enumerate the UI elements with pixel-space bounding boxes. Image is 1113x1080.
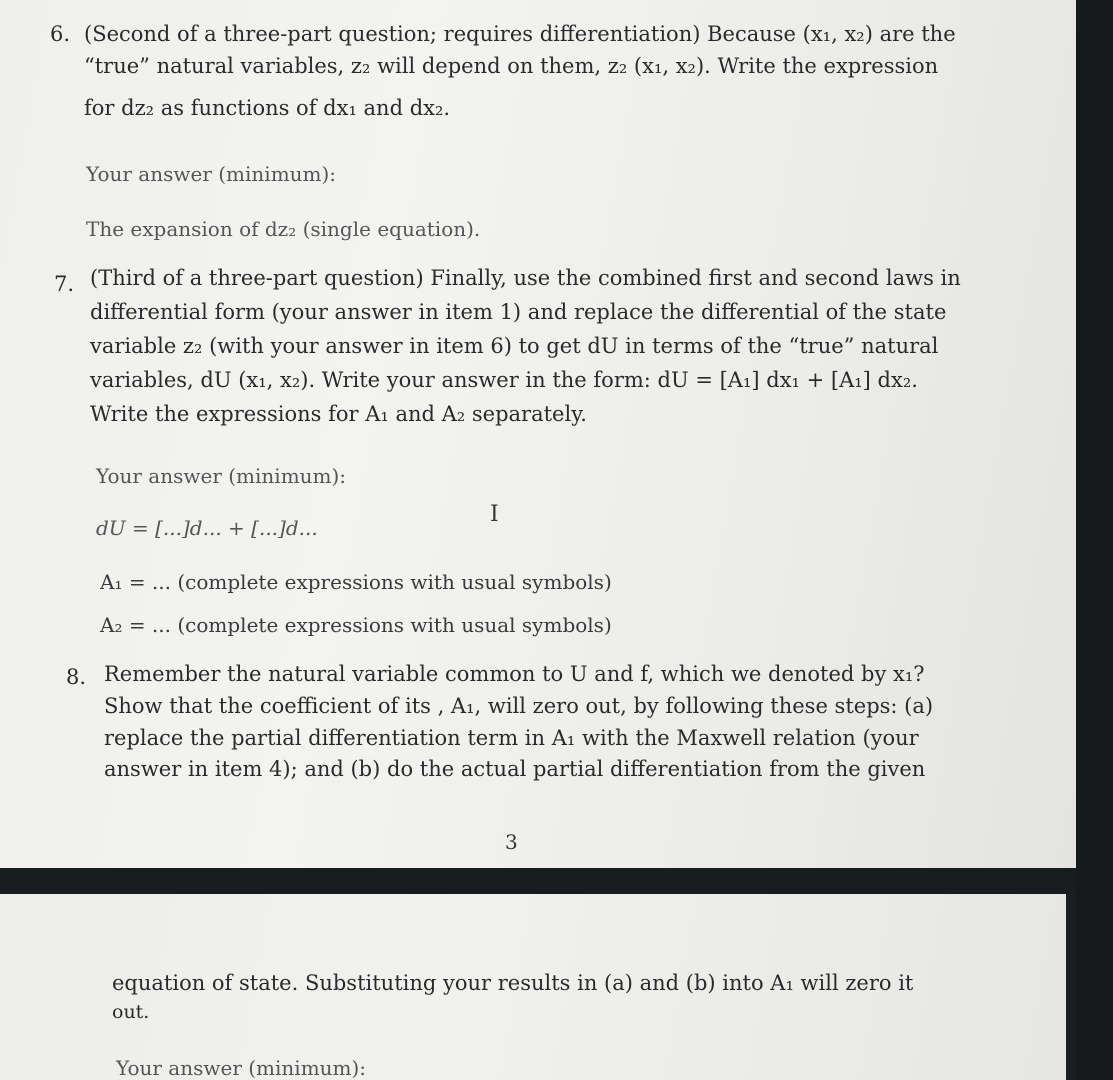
text-cursor-icon: I bbox=[490, 502, 499, 527]
page-gap bbox=[0, 868, 1076, 894]
q8-line-2: Show that the coefficient of its , A₁, will zero out, by following these steps: (a) bbox=[104, 694, 934, 718]
q6-line-3: for dz₂ as functions of dx₁ and dx₂. bbox=[84, 96, 451, 120]
q6-number: 6. bbox=[50, 22, 71, 46]
q8-cont-line-2: out. bbox=[112, 1001, 150, 1023]
q6-line-2: “true” natural variables, z₂ will depend on them, z₂ (x₁, x₂). Write the expression bbox=[84, 54, 939, 78]
q7-answer-form: dU = [...]d... + [...]d... bbox=[96, 516, 318, 540]
monitor-bezel bbox=[1076, 0, 1113, 1080]
q7-line-2: differential form (your answer in item 1) and replace the differential of the state bbox=[90, 300, 947, 324]
page-number: 3 bbox=[505, 830, 518, 854]
q7-line-5: Write the expressions for A₁ and A₂ separately. bbox=[90, 402, 587, 426]
q8-line-3: replace the partial differentiation term in A₁ with the Maxwell relation (your bbox=[104, 726, 919, 750]
q8-number: 8. bbox=[66, 665, 87, 689]
q8-cont-line-1: equation of state. Substituting your results in (a) and (b) into A₁ will zero it bbox=[112, 971, 914, 995]
q6-line-1: (Second of a three-part question; requires differentiation) Because (x₁, x₂) are the bbox=[84, 22, 956, 46]
q7-a2: A₂ = ... (complete expressions with usual symbols) bbox=[100, 613, 612, 637]
q8-line-4: answer in item 4); and (b) do the actual partial differentiation from the given bbox=[104, 757, 926, 781]
q7-line-1: (Third of a three-part question) Finally, use the combined first and second laws in bbox=[90, 266, 961, 290]
q6-answer-hint: The expansion of dz₂ (single equation). bbox=[86, 217, 481, 241]
q8-answer-label: Your answer (minimum): bbox=[116, 1056, 367, 1080]
q7-line-3: variable z₂ (with your answer in item 6) to get dU in terms of the “true” natural bbox=[90, 334, 939, 358]
q7-line-4: variables, dU (x₁, x₂). Write your answer in the form: dU = [A₁] dx₁ + [A₁] dx₂. bbox=[90, 368, 918, 392]
q6-answer-label: Your answer (minimum): bbox=[86, 162, 337, 186]
q7-a1: A₁ = ... (complete expressions with usual symbols) bbox=[100, 570, 612, 594]
q7-answer-label: Your answer (minimum): bbox=[96, 464, 347, 488]
q8-line-1: Remember the natural variable common to U and f, which we denoted by x₁? bbox=[104, 662, 925, 686]
q7-number: 7. bbox=[54, 272, 75, 296]
